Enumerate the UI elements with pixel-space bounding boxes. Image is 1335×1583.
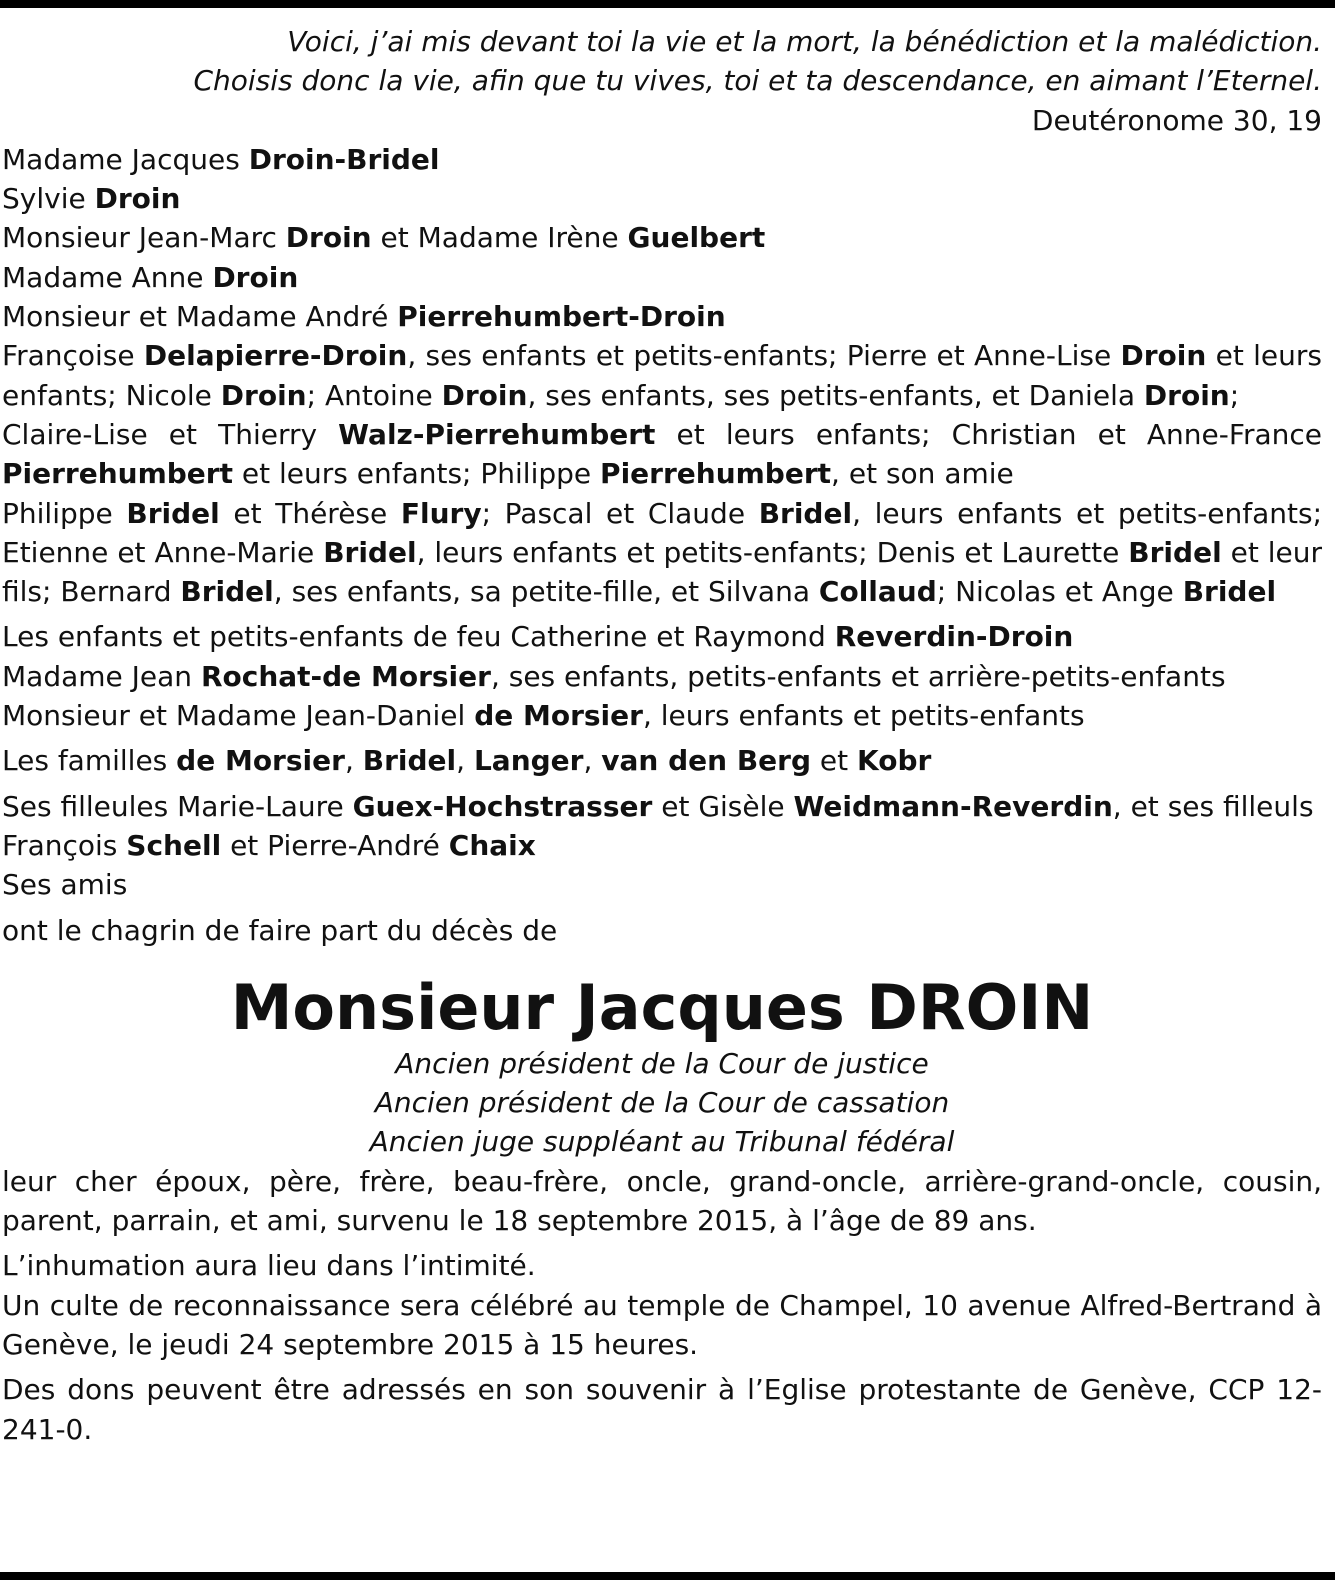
family-list [2, 140, 1322, 612]
family-paragraph-droin [2, 336, 1322, 415]
relatives-text: Monsieur et Madame Jean-Daniel [2, 699, 475, 733]
donation-info: Des dons peuvent être adressés en son souvenir à l’Eglise protestante de Genève, CCP 12-241-0. [2, 1373, 1322, 1446]
family-text: et leurs enfants; Nicole [2, 339, 1322, 412]
relatives-text: Les enfants et petits-enfants de feu Catherine et Raymond [2, 620, 835, 654]
family-text: Madame Jacques [2, 142, 249, 176]
family-text: , leurs enfants et petits-enfants; Denis et Laurette [416, 535, 1129, 569]
relatives-line [2, 657, 1322, 696]
family-surname: Collaud [818, 575, 937, 609]
families-line [2, 741, 1322, 780]
families-text: Les familles [2, 744, 177, 778]
relatives-line [2, 617, 1322, 656]
family-text: , et son amie [831, 457, 1014, 491]
families-surname: Kobr [857, 744, 932, 778]
godchildren-surname: Weidmann-Reverdin [793, 789, 1113, 823]
family-text: et leurs enfants; Christian et Anne-France [655, 417, 1322, 451]
family-surname: Bridel [180, 575, 274, 609]
families-surname: van den Berg [601, 744, 812, 778]
families-separator: , [456, 744, 474, 778]
family-text: ; Pascal et Claude [481, 496, 759, 530]
family-surname: Droin [285, 221, 372, 255]
godchildren-text: Ses filleules Marie-Laure [2, 789, 353, 823]
families-surname: Langer [473, 744, 584, 778]
godchildren-surname: Chaix [448, 828, 536, 862]
godchildren [2, 787, 1322, 905]
family-text: Madame Anne [2, 260, 213, 294]
relatives-text: , leurs enfants et petits-enfants [642, 699, 1085, 733]
family-surname: Guelbert [627, 221, 766, 255]
family-text: , leurs enfants et petits-enfants; Etienne et Anne-Marie [2, 496, 1323, 569]
family-text: et Madame Irène [371, 221, 628, 255]
family-line [2, 258, 1322, 297]
family-surname: Delapierre-Droin [143, 339, 408, 373]
family-surname: Droin-Bridel [248, 142, 440, 176]
family-text: ; Antoine [306, 378, 442, 412]
obituary-notice [2, 22, 1322, 1449]
family-line [2, 179, 1322, 218]
family-text: et leur fils; Bernard [2, 535, 1322, 609]
families-separator: et [811, 744, 858, 778]
burial-info: L’inhumation aura lieu dans l’intimité. [2, 1249, 536, 1283]
service-info: Un culte de reconnaissance sera célébré au temple de Champel, 10 avenue Alfred-Bertrand à Genève, le jeudi 24 septembre 2015 à 15 heures. [2, 1288, 1322, 1361]
announcement-line: ont le chagrin de faire part du décès de [2, 913, 558, 947]
epigraph-reference: Deutéronome 30, 19 [1031, 103, 1322, 137]
family-paragraph-bridel [2, 494, 1322, 612]
family-surname: Droin [441, 378, 528, 412]
family-line [2, 218, 1322, 257]
families-separator: , [583, 744, 602, 778]
family-text: , ses enfants et petits-enfants; Pierre et Anne-Lise [407, 339, 1121, 373]
family-surname: Bridel [126, 496, 220, 530]
godchildren-surname: Schell [126, 828, 222, 862]
family-surname: Droin [212, 260, 299, 294]
relatives-surname: Rochat-de Morsier [200, 659, 491, 693]
families-separator: , [344, 744, 363, 778]
family-surname: Pierrehumbert-Droin [397, 300, 726, 334]
family-surname: Droin [94, 182, 181, 216]
family-paragraph-pierrehumbert [2, 415, 1322, 494]
godchildren-text: et Pierre-André [221, 828, 449, 862]
family-surname: Pierrehumbert [2, 457, 233, 491]
family-surname: Droin [1143, 378, 1230, 412]
deceased-role: Ancien juge suppléant au Tribunal fédéral [369, 1125, 955, 1159]
family-surname: Pierrehumbert [600, 457, 832, 491]
families-surname: Bridel [362, 744, 457, 778]
family-surname: Droin [220, 378, 307, 412]
family-text: Monsieur et Madame André [2, 300, 398, 334]
family-text: et leurs enfants; Philippe [233, 457, 601, 491]
epigraph-line-2: Choisis donc la vie, afin que tu vives, toi et ta descendance, en aimant l’Eternel. [193, 64, 1322, 98]
family-surname: Flury [400, 496, 482, 530]
deceased-role: Ancien président de la Cour de justice [395, 1046, 929, 1080]
relatives-surname: Reverdin-Droin [834, 620, 1074, 654]
godchildren-text: , et ses filleuls François [2, 789, 1314, 862]
family-text: , ses enfants, ses petits-enfants, et Daniela [527, 378, 1144, 412]
family-text: et Thérèse [219, 496, 401, 530]
deceased-roles [2, 1044, 1322, 1162]
epigraph-line-1: Voici, j’ai mis devant toi la vie et la mort, la bénédiction et la malédiction. [287, 25, 1322, 58]
family-surname: Bridel [1128, 535, 1222, 569]
family-text: Philippe [2, 496, 127, 530]
family-surname: Bridel [323, 535, 417, 569]
godchildren-paragraph [2, 787, 1322, 866]
deceased-role: Ancien président de la Cour de cassation [374, 1086, 950, 1120]
family-text: ; Nicolas et Ange [936, 575, 1183, 609]
family-surname: Droin [1120, 339, 1207, 373]
family-text: Françoise [2, 339, 144, 373]
relatives-text: , ses enfants, petits-enfants et arrière-petits-enfants [490, 659, 1226, 693]
relatives-text: Madame Jean [2, 659, 201, 693]
deceased-name: Monsieur Jacques DROIN [230, 970, 1094, 1044]
family-text: , ses enfants, sa petite-fille, et Silvana [273, 575, 819, 609]
godchildren-surname: Guex-Hochstrasser [352, 789, 653, 823]
relatives-surname: de Morsier [474, 699, 643, 733]
relatives-list [2, 617, 1322, 735]
family-surname: Walz-Pierrehumbert [338, 417, 656, 451]
family-line [2, 297, 1322, 336]
family-surname: Bridel [758, 496, 853, 530]
bottom-rule [0, 1572, 1335, 1580]
family-text: ; [1229, 378, 1240, 412]
godchildren-text: et Gisèle [652, 789, 794, 823]
family-text: Sylvie [2, 182, 95, 216]
friends-line: Ses amis [2, 868, 128, 902]
family-text: Monsieur Jean-Marc [2, 221, 286, 255]
family-line [2, 140, 1322, 179]
death-details: leur cher époux, père, frère, beau-frère, oncle, grand-oncle, arrière-grand-oncle, cousin, parent, parrain, et ami, survenu le 18 septembre 2015, à l’âge de 89 ans. [2, 1164, 1322, 1238]
epigraph [2, 22, 1322, 140]
families-surname: de Morsier [176, 744, 345, 778]
top-rule [0, 0, 1335, 8]
family-text: Claire-Lise et Thierry [2, 417, 339, 451]
family-surname: Bridel [1182, 575, 1277, 609]
relatives-line [2, 696, 1322, 735]
